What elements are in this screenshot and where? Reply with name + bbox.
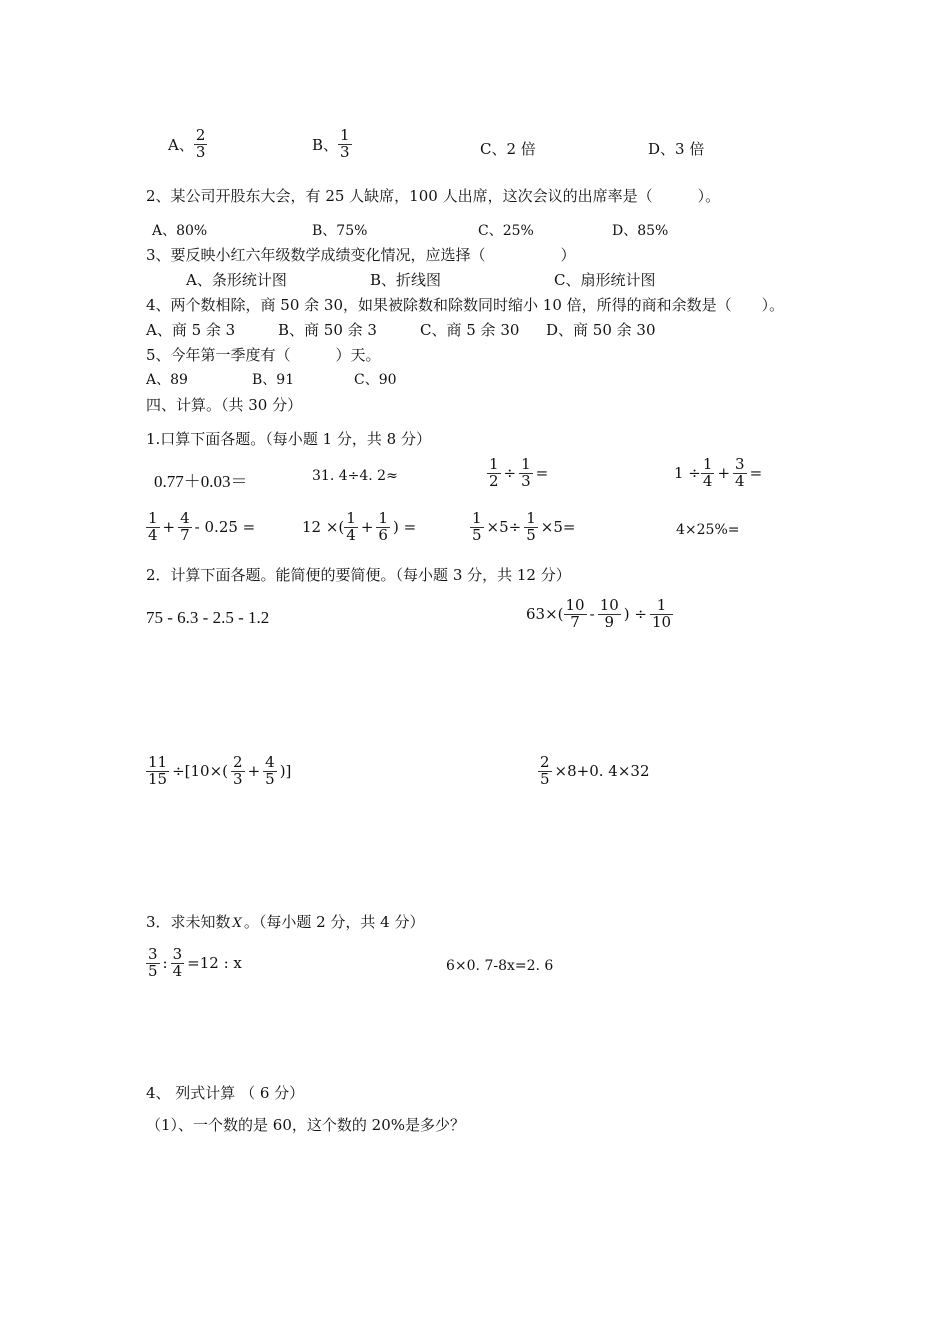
q3-option-b: B、折线图 (370, 271, 442, 289)
q1-option-c: C、2 倍 (480, 140, 536, 158)
q4-option-b: B、商 50 余 3 (278, 321, 377, 339)
q3-option-a: A、条形统计图 (186, 271, 287, 289)
q5-option-b: B、91 (252, 372, 295, 388)
part4-question-1: （1）、一个数的是 60，这个数的 20%是多少？ (146, 1116, 466, 1134)
solve-expr-1: $\frac{3}{5}$ : $\frac{3}{4}$ =12 : x (148, 945, 242, 980)
q4-text: 4、两个数相除，商 50 余 30，如果被除数和除数同时缩小 10 倍，所得的商和余数是（ ）。 (146, 296, 785, 314)
solve-expr-2: 6×0. 7-8x=2. 6 (446, 958, 554, 974)
q2-option-c: C、25% (478, 223, 534, 239)
q4-option-c: C、商 5 余 30 (420, 321, 520, 339)
q1-option-b: B、 $\frac{1}{3}$ (312, 126, 350, 161)
oral-expr-7: $\frac{1}{5}$ ×5÷ $\frac{1}{5}$ ×5= (472, 509, 576, 544)
oral-expr-1: 0.77＋0.03＝ (154, 472, 248, 491)
part2-title: 2．计算下面各题。能简便的要简便。（每小题 3 分，共 12 分） (146, 566, 571, 584)
q1-option-a: A、 $\frac{2}{3}$ (168, 126, 206, 161)
q5-option-c: C、90 (354, 372, 397, 388)
q5-text: 5、今年第一季度有（ ）天。 (146, 346, 381, 364)
section-title: 四、计算。（共 30 分） (146, 396, 303, 414)
calc-expr-3: $\frac{11}{15}$ ÷[10×( $\frac{2}{3}$ + $\frac{4}{5}$ )] (148, 753, 292, 788)
calc-expr-4: $\frac{2}{5}$ ×8+0. 4×32 (540, 753, 650, 788)
q5-option-a: A、89 (146, 372, 188, 388)
fraction: $\frac{2}{3}$ (195, 126, 206, 161)
q2-text: 2、某公司开股东大会，有 25 人缺席，100 人出席，这次会议的出席率是（ ）。 (146, 187, 721, 205)
oral-expr-3: $\frac{1}{2}$ ÷ $\frac{1}{3}$ = (489, 455, 549, 490)
q2-option-b: B、75% (312, 223, 368, 239)
q4-option-a: A、商 5 余 3 (146, 321, 236, 339)
part3-title: 3．求未知数 X 。（每小题 2 分，共 4 分） (146, 913, 425, 931)
oral-expr-8: 4×25%= (676, 522, 740, 538)
q4-option-d: D、商 50 余 30 (546, 321, 656, 339)
oral-expr-5: $\frac{1}{4}$ + $\frac{4}{7}$ - 0.25 = (148, 509, 256, 544)
oral-expr-2: 31. 4÷4. 2≈ (312, 468, 398, 484)
oral-expr-4: 1 ÷ $\frac{1}{4}$ + $\frac{3}{4}$ = (674, 455, 763, 490)
q3-text: 3、要反映小红六年级数学成绩变化情况，应选择（ ） (146, 246, 576, 264)
calc-expr-1: 75 - 6.3 - 2.5 - 1.2 (146, 608, 270, 627)
oral-expr-6: 12 ×( $\frac{1}{4}$ + $\frac{1}{6}$ ) = (302, 509, 417, 544)
part4-title: 4、 列式计算 （ 6 分） (146, 1084, 305, 1102)
q2-option-d: D、85% (612, 223, 669, 239)
fraction: $\frac{1}{3}$ (340, 126, 350, 161)
q1-option-d: D、3 倍 (648, 140, 705, 158)
q3-option-c: C、扇形统计图 (554, 271, 656, 289)
calc-expr-2: 63×( $\frac{10}{7}$ - $\frac{10}{9}$ ) ÷ $\frac{1}{10}$ (526, 596, 672, 631)
q2-option-a: A、80% (152, 223, 208, 239)
part1-title: 1.口算下面各题。（每小题 1 分，共 8 分） (146, 430, 431, 448)
